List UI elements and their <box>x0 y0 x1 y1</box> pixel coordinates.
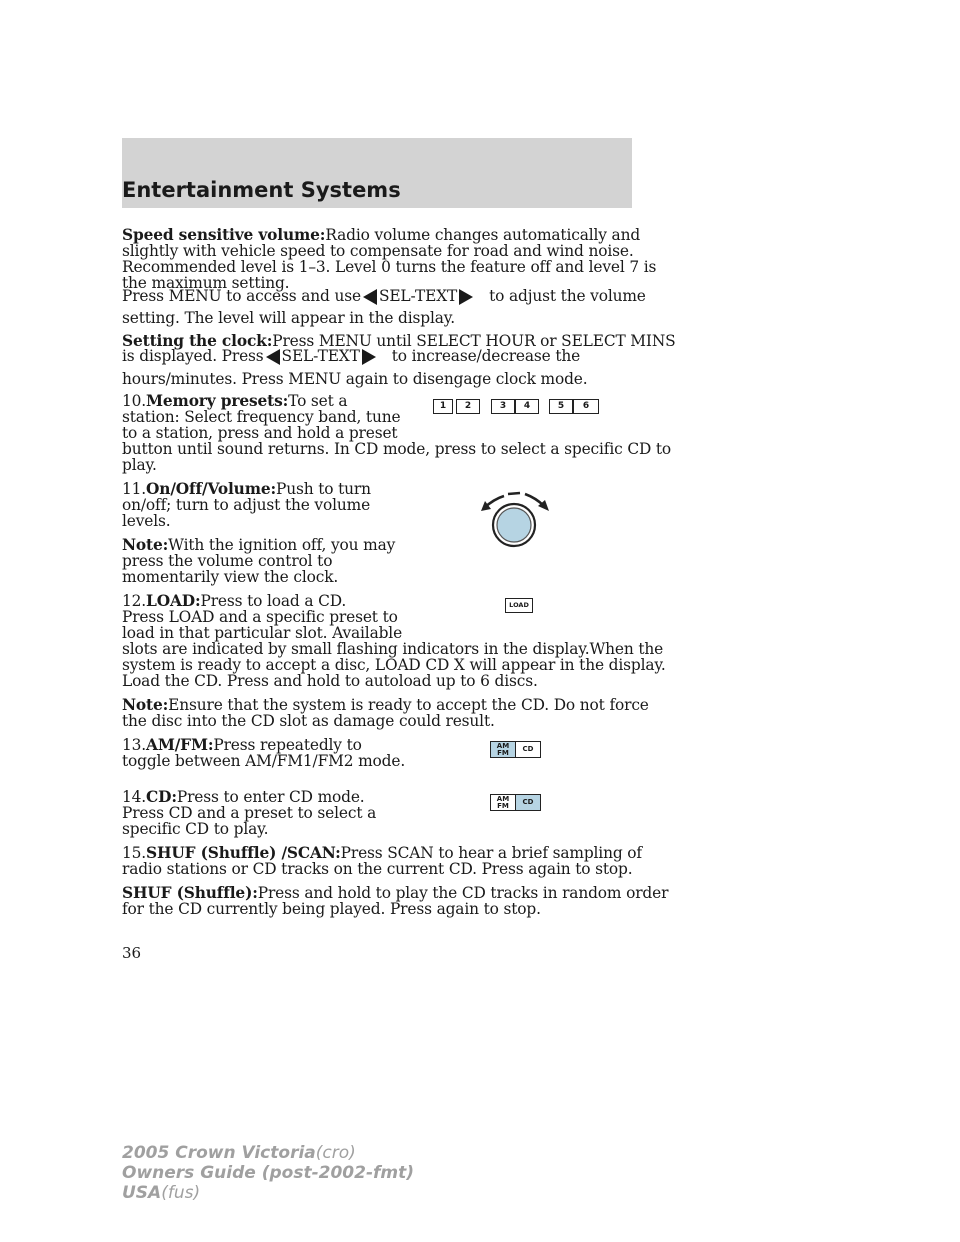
am-fm-button[interactable]: AM FM <box>491 795 516 810</box>
load-button[interactable]: LOAD <box>505 598 533 613</box>
text-line: press the volume control to <box>122 552 333 570</box>
cd-button[interactable]: CD <box>516 795 540 810</box>
seek-left-icon <box>363 289 377 305</box>
text-line: Note:With the ignition off, you may <box>122 536 396 554</box>
am-fm-button[interactable]: AM FM <box>491 742 516 757</box>
text-line: toggle between AM/FM1/FM2 mode. <box>122 752 406 770</box>
text-line: 10.Memory presets:To set a <box>122 392 348 410</box>
cd-button[interactable]: CD <box>522 745 534 753</box>
am-fm-cd-button-group <box>490 794 541 811</box>
text-line: the disc into the CD slot as damage could result. <box>122 712 495 730</box>
volume-knob-icon[interactable] <box>478 484 553 552</box>
text-line: slots are indicated by small flashing indicators in the display.When the <box>122 640 664 658</box>
text-line: Recommended level is 1–3. Level 0 turns the feature off and level 7 is <box>122 258 657 276</box>
seek-right-icon <box>459 289 473 305</box>
text-line: momentarily view the clock. <box>122 568 339 586</box>
text-line: Note:Ensure that the system is ready to accept the CD. Do not force <box>122 696 649 714</box>
text-line: slightly with vehicle speed to compensate for road and wind noise. <box>122 242 634 260</box>
seek-left-icon <box>266 349 280 365</box>
text-line: on/off; turn to adjust the volume <box>122 496 371 514</box>
text-line: station: Select frequency band, tune <box>122 408 401 426</box>
text-line: Press LOAD and a specific preset to <box>122 608 398 626</box>
text-line: 15.SHUF (Shuffle) /SCAN:Press SCAN to hear a brief sampling of <box>122 844 642 862</box>
text-line: SHUF (Shuffle):Press and hold to play the CD tracks in random order <box>122 884 669 902</box>
text-line: button until sound returns. In CD mode, press to select a specific CD to <box>122 440 672 458</box>
text-line: Press CD and a preset to select a <box>122 804 377 822</box>
text-line: 14.CD:Press to enter CD mode. <box>122 788 365 806</box>
text-line: load in that particular slot. Available <box>122 624 403 642</box>
preset-5-button[interactable]: 5 <box>549 399 573 414</box>
text-line: radio stations or CD tracks on the current CD. Press again to stop. <box>122 860 633 878</box>
text-line: is displayed. Press SEL-TEXT to increase/decrease the <box>122 347 581 365</box>
preset-4-button[interactable]: 4 <box>515 399 539 414</box>
text-line: hours/minutes. Press MENU again to disengage clock mode. <box>122 370 588 388</box>
preset-1-button[interactable]: 1 <box>433 399 453 414</box>
preset-3-button[interactable]: 3 <box>491 399 515 414</box>
section-title: Entertainment Systems <box>122 178 401 202</box>
text-line: setting. The level will appear in the display. <box>122 309 456 327</box>
text-line: system is ready to accept a disc, LOAD CD X will appear in the display. <box>122 656 666 674</box>
am-fm-cd-button-group <box>490 741 541 758</box>
text-line: Load the CD. Press and hold to autoload up to 6 discs. <box>122 672 538 690</box>
text-line: the maximum setting. <box>122 274 290 292</box>
text-line: Speed sensitive volume:Radio volume changes automatically and <box>122 226 641 244</box>
text-line: specific CD to play. <box>122 820 269 838</box>
page-number: 36 <box>122 944 142 962</box>
preset-6-button[interactable]: 6 <box>573 399 599 414</box>
text-line: to a station, press and hold a preset <box>122 424 398 442</box>
text-line: 13.AM/FM:Press repeatedly to <box>122 736 362 754</box>
text-line: Setting the clock:Press MENU until SELECT HOUR or SELECT MINS <box>122 332 676 350</box>
seek-right-icon <box>362 349 376 365</box>
text-line: play. <box>122 456 157 474</box>
text-line: Press MENU to access and use SEL-TEXT to adjust the volume <box>122 287 646 305</box>
footer: 2005 Crown Victoria(cro) Owners Guide (post-2002-fmt) USA(fus) <box>122 1143 415 1203</box>
text-line: for the CD currently being played. Press again to stop. <box>122 900 541 918</box>
text-line: 12.LOAD:Press to load a CD. <box>122 592 347 610</box>
preset-2-button[interactable]: 2 <box>456 399 480 414</box>
text-line: 11.On/Off/Volume:Push to turn <box>122 480 371 498</box>
text-line: levels. <box>122 512 171 530</box>
